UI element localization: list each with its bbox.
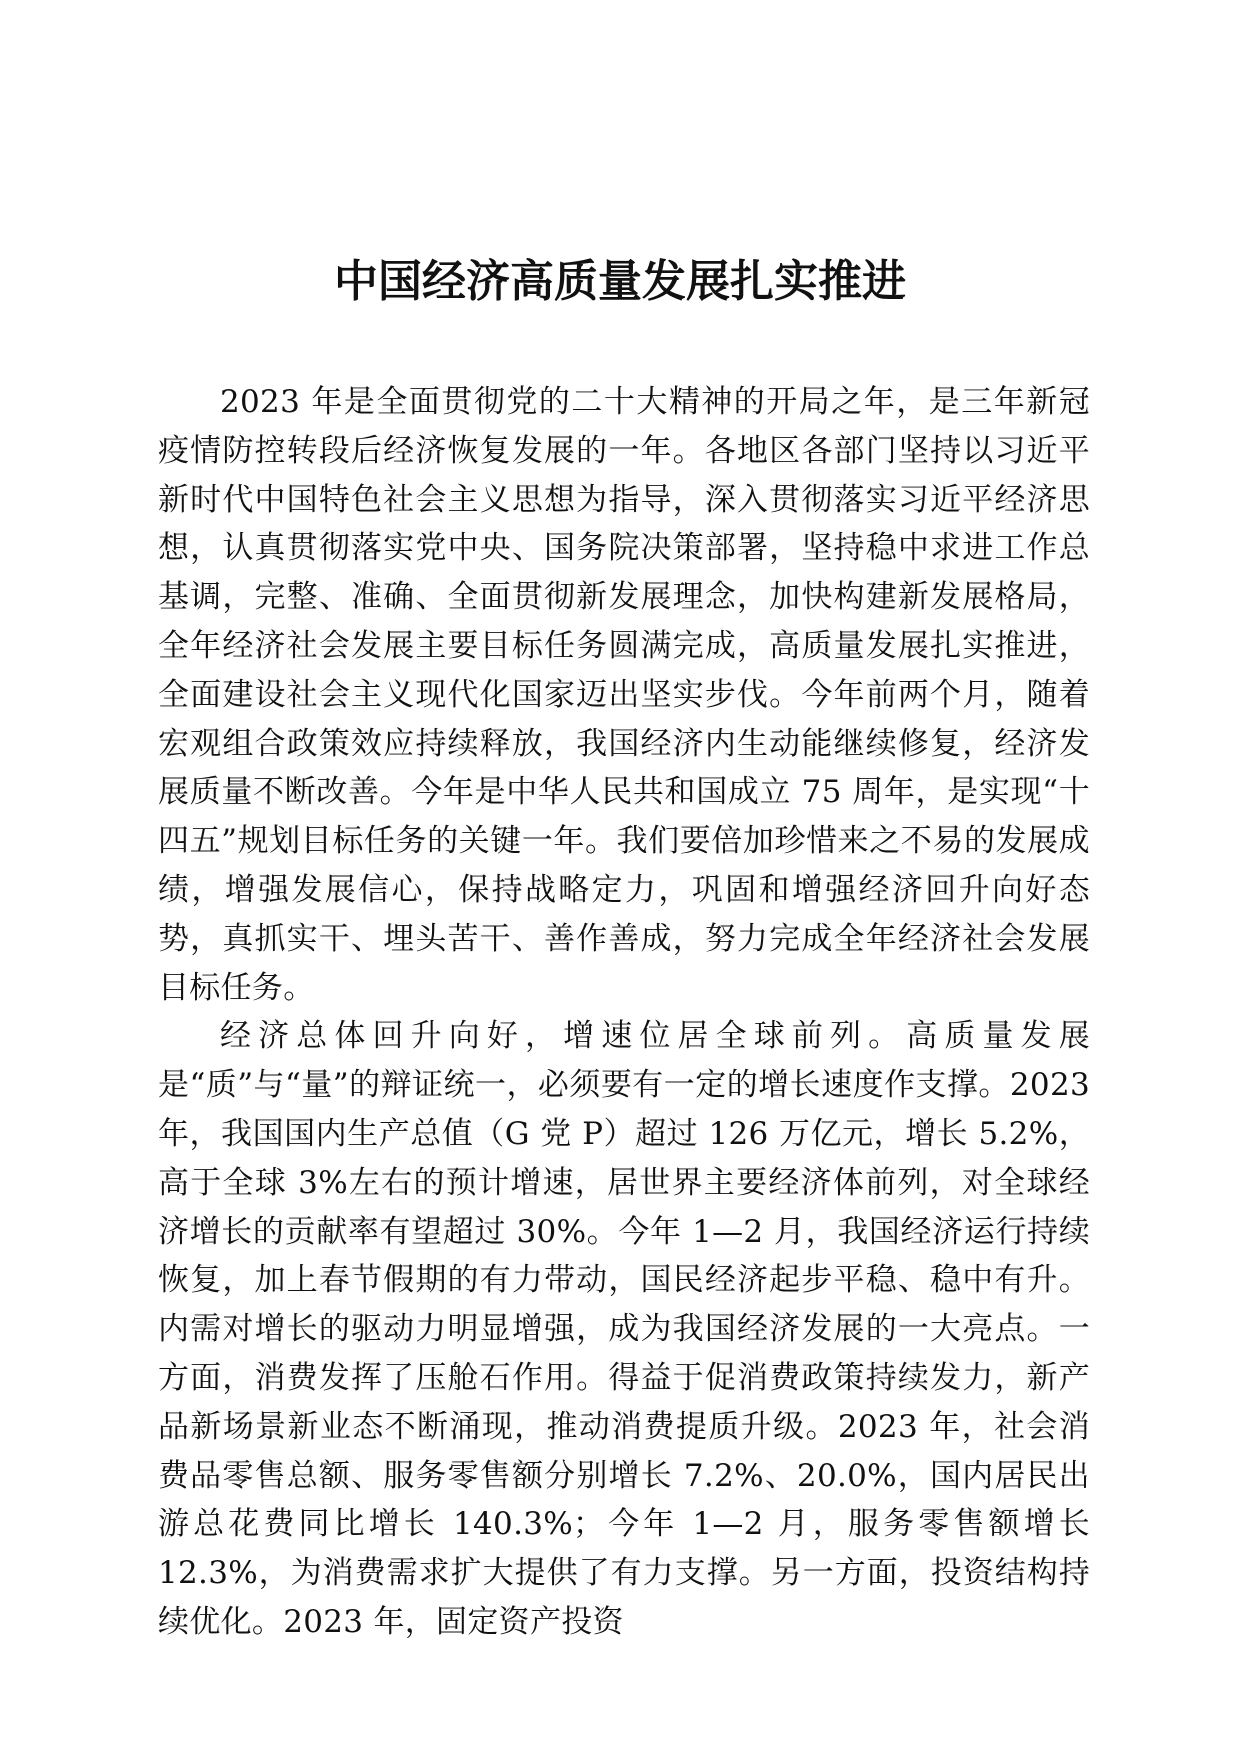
paragraph-1: 2023 年是全面贯彻党的二十大精神的开局之年，是三年新冠疫情防控转段后经济恢复发展的一年。各地区各部门坚持以习近平新时代中国特色社会主义思想为指导，深入贯彻落实习近平经济思想，认真贯彻落实党中央、国务院决策部署，坚持稳中求进工作总基调，完整、准确、全面贯彻新发展理念，加快构建新发展格局，全年经济社会发展主要目标任务圆满完成，高质量发展扎实推进，全面建设社会主义现代化国家迈出坚实步伐。今年前两个月，随着宏观组合政策效应持续释放，我国经济内生动能继续修复，经济发展质量不断改善。今年是中华人民共和国成立 75 周年，是实现“十四五”规划目标任务的关键一年。我们要倍加珍惜来之不易的发展成绩，增强发展信心，保持战略定力，巩固和增强经济回升向好态势，真抓实干、埋头苦干、善作善成，努力完成全年经济社会发展目标任务。 [158,384,1090,1006]
document-title: 中国经济高质量发展扎实推进 [334,256,906,307]
paragraph-2: 经济总体回升向好，增速位居全球前列。高质量发展是“质”与“量”的辩证统一，必须要有一定的增长速度作支撑。2023 年，我国国内生产总值（G 党 P）超过 126 万亿元，增长 5.2%，高于全球 3%左右的预计增速，居世界主要经济体前列，对全球经济增长的贡献率有望超过 30%。今年 1—2 月，我国经济运行持续恢复，加上春节假期的有力带动，国民经济起步平稳、稳中有升。内需对增长的驱动力明显增强，成为我国经济发展的一大亮点。一方面，消费发挥了压舱石作用。得益于促消费政策持续发力，新产品新场景新业态不断涌现，推动消费提质升级。2023 年，社会消费品零售总额、服务零售额分别增长 7.2%、20.0%，国内居民出游总花费同比增长 140.3%；今年 1—2 月，服务零售额增长 12.3%，为消费需求扩大提供了有力支撑。另一方面，投资结构持续优化。2023 年，固定资产投资 [158,1018,1090,1640]
document-body [158,378,1090,1647]
